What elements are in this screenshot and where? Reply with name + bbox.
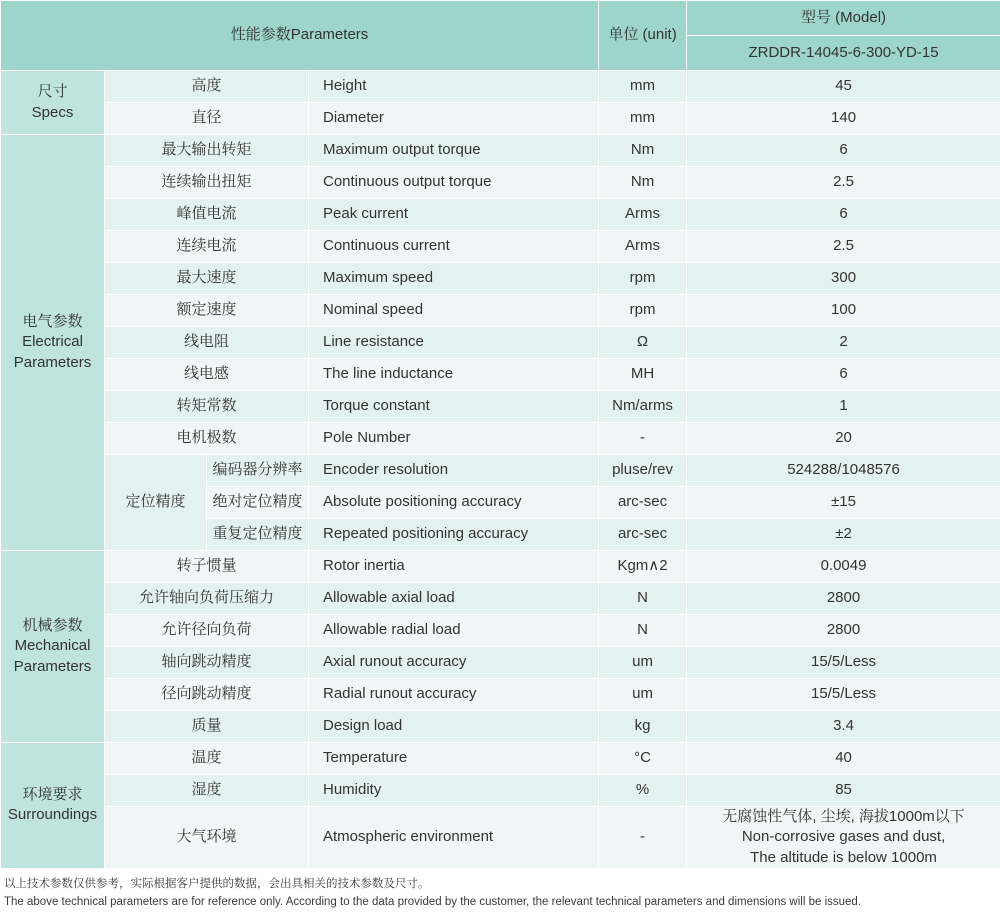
row-unit: - (599, 423, 687, 455)
row-value (687, 807, 1000, 869)
row-value: 1 (687, 391, 1000, 423)
group-electrical (1, 135, 105, 551)
table-row-atmosphere (1, 807, 1000, 869)
group-specs (1, 71, 105, 135)
atmosphere-value-line-1: 无腐蚀性气体, 尘埃, 海拔1000m以下 (687, 807, 1000, 827)
row-unit: mm (599, 103, 687, 135)
footnote-en: The above technical parameters are for reference only. According to the data provided by the customer, the relevant technical parameters and dimensions will be issued. (4, 893, 996, 911)
row-label-cn: 允许径向负荷 (105, 615, 309, 647)
row-label-en: Humidity (309, 775, 599, 807)
table-row (1, 455, 1000, 487)
row-unit: Nm (599, 135, 687, 167)
row-label-cn: 大气环境 (105, 807, 309, 869)
row-label-en: Nominal speed (309, 295, 599, 327)
row-label-en: Continuous output torque (309, 167, 599, 199)
row-label-en: Rotor inertia (309, 551, 599, 583)
row-label-en: Allowable radial load (309, 615, 599, 647)
row-unit: arc-sec (599, 487, 687, 519)
table-row (1, 647, 1000, 679)
row-label-en: Height (309, 71, 599, 103)
header-unit: 单位 (unit) (599, 1, 687, 71)
row-value: 85 (687, 775, 1000, 807)
row-value: 100 (687, 295, 1000, 327)
table-row (1, 423, 1000, 455)
table-row (1, 743, 1000, 775)
table-row (1, 391, 1000, 423)
header-model-label: 型号 (Model) (687, 1, 1000, 36)
row-label-cn: 转矩常数 (105, 391, 309, 423)
table-row (1, 263, 1000, 295)
row-unit: - (599, 807, 687, 869)
row-unit: Nm/arms (599, 391, 687, 423)
row-value: 6 (687, 135, 1000, 167)
table-row (1, 775, 1000, 807)
row-label-en: Axial runout accuracy (309, 647, 599, 679)
row-unit: Arms (599, 231, 687, 263)
row-label-en: Maximum output torque (309, 135, 599, 167)
row-unit: rpm (599, 263, 687, 295)
table-row (1, 295, 1000, 327)
row-value: 2800 (687, 615, 1000, 647)
row-label-cn: 最大输出转矩 (105, 135, 309, 167)
row-value: ±15 (687, 487, 1000, 519)
row-value: 2.5 (687, 231, 1000, 263)
row-label-cn: 高度 (105, 71, 309, 103)
row-unit: °C (599, 743, 687, 775)
row-label-cn: 连续输出扭矩 (105, 167, 309, 199)
row-label-cn: 电机极数 (105, 423, 309, 455)
row-label-cn: 转子惯量 (105, 551, 309, 583)
table-row (1, 711, 1000, 743)
row-label-en: Absolute positioning accuracy (309, 487, 599, 519)
group-electrical-cn: 电气参数 (1, 312, 104, 332)
row-label-en: Repeated positioning accuracy (309, 519, 599, 551)
row-unit: MH (599, 359, 687, 391)
row-label-cn: 线电感 (105, 359, 309, 391)
row-label-en: Allowable axial load (309, 583, 599, 615)
atmosphere-value-line-3: The altitude is below 1000m (687, 848, 1000, 868)
row-value: 524288/1048576 (687, 455, 1000, 487)
row-value: 3.4 (687, 711, 1000, 743)
row-label-en: Peak current (309, 199, 599, 231)
row-value: 0.0049 (687, 551, 1000, 583)
header-parameters: 性能参数Parameters (1, 1, 599, 71)
row-label-cn: 温度 (105, 743, 309, 775)
row-value: 15/5/Less (687, 647, 1000, 679)
row-value: 300 (687, 263, 1000, 295)
row-unit: Ω (599, 327, 687, 359)
table-row (1, 679, 1000, 711)
row-unit: N (599, 615, 687, 647)
row-value: 6 (687, 199, 1000, 231)
row-unit: Arms (599, 199, 687, 231)
table-row (1, 167, 1000, 199)
group-mechanical (1, 551, 105, 743)
row-label-en: Torque constant (309, 391, 599, 423)
row-label-cn: 允许轴向负荷压缩力 (105, 583, 309, 615)
row-label-en: Temperature (309, 743, 599, 775)
row-unit: N (599, 583, 687, 615)
row-value: 6 (687, 359, 1000, 391)
table-header-row (1, 1, 1000, 36)
row-label-cn: 直径 (105, 103, 309, 135)
row-unit: pluse/rev (599, 455, 687, 487)
row-label-en: Radial runout accuracy (309, 679, 599, 711)
row-label-cn: 质量 (105, 711, 309, 743)
table-row (1, 615, 1000, 647)
row-label-cn: 线电阻 (105, 327, 309, 359)
row-unit: Nm (599, 167, 687, 199)
row-unit: % (599, 775, 687, 807)
group-specs-en: Specs (1, 103, 104, 123)
row-unit: um (599, 679, 687, 711)
row-label-cn: 峰值电流 (105, 199, 309, 231)
group-mechanical-cn: 机械参数 (1, 616, 104, 636)
atmosphere-value-line-2: Non-corrosive gases and dust, (687, 827, 1000, 847)
group-electrical-en-1: Electrical (1, 332, 104, 352)
table-row (1, 103, 1000, 135)
group-electrical-en-2: Parameters (1, 353, 104, 373)
footnotes (0, 869, 1000, 912)
row-label-en: Design load (309, 711, 599, 743)
group-mechanical-en-1: Mechanical (1, 636, 104, 656)
row-label-en: Continuous current (309, 231, 599, 263)
row-unit: rpm (599, 295, 687, 327)
row-label-en: Maximum speed (309, 263, 599, 295)
row-label-cn: 轴向跳动精度 (105, 647, 309, 679)
row-label-cn: 绝对定位精度 (207, 487, 309, 519)
group-environment (1, 743, 105, 869)
row-value: ±2 (687, 519, 1000, 551)
group-specs-cn: 尺寸 (1, 82, 104, 102)
table-row (1, 135, 1000, 167)
group-environment-en: Surroundings (1, 805, 104, 825)
table-row (1, 583, 1000, 615)
row-label-en: Pole Number (309, 423, 599, 455)
table-row (1, 551, 1000, 583)
row-value: 45 (687, 71, 1000, 103)
row-label-cn: 最大速度 (105, 263, 309, 295)
row-value: 15/5/Less (687, 679, 1000, 711)
row-unit: Kgm∧2 (599, 551, 687, 583)
row-unit: arc-sec (599, 519, 687, 551)
table-row (1, 327, 1000, 359)
header-model-value: ZRDDR-14045-6-300-YD-15 (687, 36, 1000, 71)
footnote-cn: 以上技术参数仅供参考，实际根据客户提供的数据，会出具相关的技术参数及尺寸。 (4, 875, 996, 893)
row-value: 2800 (687, 583, 1000, 615)
table-row (1, 199, 1000, 231)
row-label-en: Atmospheric environment (309, 807, 599, 869)
row-value: 20 (687, 423, 1000, 455)
row-label-cn: 编码器分辨率 (207, 455, 309, 487)
row-value: 140 (687, 103, 1000, 135)
table-row (1, 231, 1000, 263)
row-label-en: Diameter (309, 103, 599, 135)
group-mechanical-en-2: Parameters (1, 657, 104, 677)
row-label-en: Line resistance (309, 327, 599, 359)
table-row (1, 71, 1000, 103)
row-value: 2 (687, 327, 1000, 359)
row-unit: kg (599, 711, 687, 743)
row-label-cn: 重复定位精度 (207, 519, 309, 551)
row-label-cn: 湿度 (105, 775, 309, 807)
subgroup-positioning-accuracy: 定位精度 (105, 455, 207, 551)
row-label-cn: 径向跳动精度 (105, 679, 309, 711)
group-environment-cn: 环境要求 (1, 785, 104, 805)
row-value: 2.5 (687, 167, 1000, 199)
row-value: 40 (687, 743, 1000, 775)
row-label-en: The line inductance (309, 359, 599, 391)
row-label-cn: 连续电流 (105, 231, 309, 263)
table-row (1, 359, 1000, 391)
row-unit: um (599, 647, 687, 679)
row-label-en: Encoder resolution (309, 455, 599, 487)
row-unit: mm (599, 71, 687, 103)
row-label-cn: 额定速度 (105, 295, 309, 327)
